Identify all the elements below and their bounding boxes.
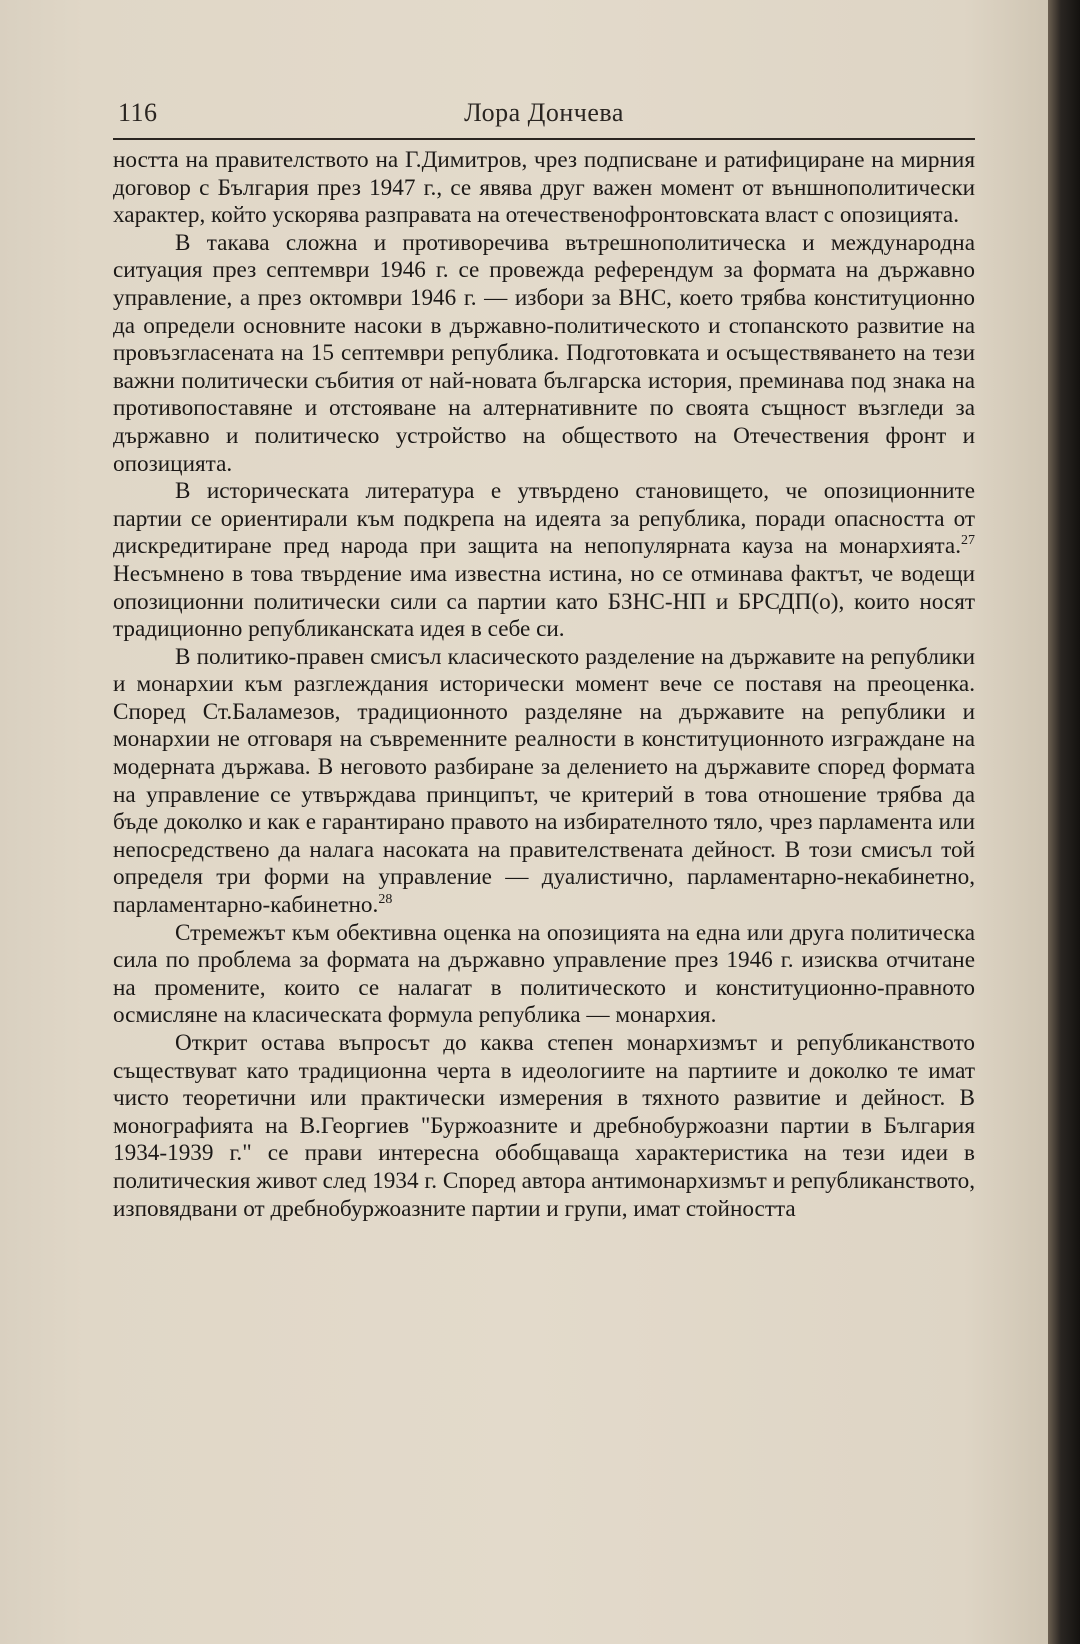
running-title: Лора Дончева [464, 98, 624, 127]
paragraph-assessment [113, 920, 975, 1030]
paragraph-text: Несъмнено в това твърдение има известна истина, но се отминава фактът, че водещи опозиционни политически сили са партии като БЗНС-НП и БРСДП(о), които носят традиционно републиканската идея в себе си. [113, 560, 975, 643]
footnote-marker: 28 [378, 892, 393, 908]
paragraph-monarchism [113, 1030, 975, 1223]
paragraph-text: Стремежът към обективна оценка на опозицията на една или друга политическа сила по проблема за формата на държавно управление през 1946 г. изисква отчитане на промените, които се налагат в политическото и конституционно-правното осмисляне на класическата формула република — монархия. [113, 919, 975, 1029]
paragraph-balamezov [113, 644, 975, 920]
paragraph-continuation [113, 147, 975, 230]
body-text [113, 147, 975, 1223]
paragraph-text: Открит остава въпросът до каква степен монархизмът и републиканството съществуват като традиционна черта в идеологиите на партиите и доколко те имат чисто теоретични или практически измерения в тяхното развитие и дейност. В монографията на В.Георгиев "Буржоазните и дребнобуржоазни партии в България 1934-1939 г." се прави интересна обобщаваща характеристика на тези идеи в политическия живот след 1934 г. Според автора антимонархизмът и републиканството, изповядвани от дребнобуржоазните партии и групи, имат стойността [113, 1030, 975, 1222]
footnote-marker: 27 [961, 533, 975, 549]
paragraph-referendum [113, 230, 975, 478]
paragraph-text: В историческата литература е утвърдено становището, че опозиционните партии се ориентирали към подкрепа на идеята за република, поради опасността от дискредитиране пред народа при защита на непопулярната кауза на монархията. [113, 478, 975, 560]
page-number: 116 [118, 98, 158, 127]
paragraph-text: В такава сложна и противоречива вътрешнополитическа и международна ситуация през септември 1946 г. се провежда референдум за формата на държавно управление, а през октомври 1946 г. — избори за ВНС, което трябва конституционно да определи основните насоки в държавно-политическото и стопанското развитие на провъзгласената на 15 септември република. Подготовката и осъществяването на тези важни политически събития от най-новата българска история, преминава под знака на противопоставяне и отстояване на алтернативните по своята същност възгледи за държавно и политическо устройство на обществото на Отечествения фронт и опозицията. [113, 229, 975, 477]
page-header [113, 96, 975, 138]
header-rule [113, 138, 975, 140]
paragraph-historiography [113, 478, 975, 644]
paragraph-text: ността на правителството на Г.Димитров, чрез подписване и ратифициране на мирния договор с България през 1947 г., се явява друг важен момент от външнополитически характер, който ускорява разправата на отечественофронтовската власт с опозицията. [113, 147, 975, 229]
paragraph-text: В политико-правен смисъл класическото разделение на държавите на републики и монархии към разглеждания исторически момент вече се поставя на преоценка. Според Ст.Баламезов, традиционното разделяне на държавите на републики и монархии не отговаря на съвременните реалности в конституционното изграждане на модерната държава. В неговото разбиране за делението на държавите според формата на управление се утвърждава принципът, че критерий в това отношение трябва да бъде доколко и как е гарантирано правото на избирателното тяло, чрез парламента или непосредствено да налага насоката на правителствената дейност. В този смисъл той определя три форми на управление — дуалистично, парламентарно-некабинетно, парламентарно-кабинетно. [113, 643, 975, 919]
book-spine-shadow [1048, 0, 1080, 1644]
